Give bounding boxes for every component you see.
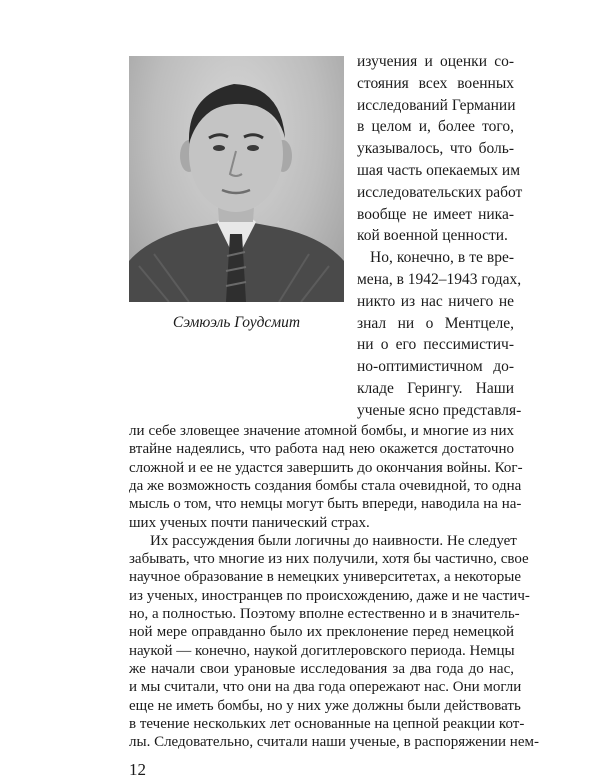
text-line: мена, в 1942–1943 годах, bbox=[357, 271, 522, 288]
text-line: указывалось, что боль- bbox=[357, 140, 514, 158]
text-line: кладе Герингу. Наши bbox=[357, 380, 514, 397]
text-line: кой военной ценности. bbox=[357, 227, 508, 245]
text-line: ни о его пессимистич- bbox=[357, 336, 514, 354]
text-line: стояния всех военных bbox=[357, 74, 514, 92]
text-line: еще не иметь бомбы, но у них уже должны были действовать bbox=[129, 697, 521, 714]
text-line: ной мере оправданно было их преклонение перед немецкой bbox=[129, 624, 514, 641]
text-line: наукой — конечно, наукой догитлеровского периода. Немцы bbox=[129, 642, 515, 659]
text-line: ученые ясно представля- bbox=[357, 401, 522, 419]
text-line: но, а полностью. Поэтому вполне естественно и в значитель- bbox=[129, 606, 520, 622]
text-line: знал ни о Ментцеле, bbox=[357, 314, 514, 332]
text-line: ли себе зловещее значение атомной бомбы, и многие из них bbox=[129, 423, 514, 439]
text-line: и мы считали, что они на два года опережают нас. Они могли bbox=[129, 679, 522, 696]
text-line: сложной и ее не удастся завершить до окончания войны. Ког- bbox=[129, 459, 523, 476]
text-line: мысль о том, что немцы могут быть впереди, наводила на на- bbox=[129, 496, 522, 513]
text-line: шая часть опекаемых им bbox=[357, 162, 521, 179]
text-line: ших ученых почти панический страх. bbox=[129, 514, 370, 531]
text-line: в течение нескольких лет основанные на цепной реакции кот- bbox=[129, 715, 525, 732]
portrait-photo bbox=[129, 56, 344, 302]
text-line: в целом и, более того, bbox=[357, 118, 514, 136]
paragraph-start-line: Их рассуждения были логичны до наивности. Не следует bbox=[150, 532, 517, 549]
text-line: исследовательских работ bbox=[357, 183, 523, 201]
text-line: лы. Следовательно, считали наши ученые, в распоряжении нем- bbox=[129, 734, 539, 751]
text-line: же начали свои урановые исследования за два года до нас, bbox=[129, 660, 514, 677]
text-line: но-оптимистичном до- bbox=[357, 358, 514, 376]
text-line: никто из нас ничего не bbox=[357, 292, 514, 310]
photo-caption: Сэмюэль Гоудсмит bbox=[172, 314, 301, 331]
text-line: забывать, что многие из них получили, хотя бы частично, свое bbox=[129, 551, 529, 568]
page-number: 12 bbox=[129, 760, 146, 780]
text-line: да же возможность создания бомбы стала очевидной, то одна bbox=[129, 477, 522, 494]
text-line: из ученых, иностранцев по происхождению, даже и не частич- bbox=[129, 587, 530, 604]
text-line: изучения и оценки со- bbox=[357, 53, 514, 70]
text-line: вообще не имеет ника- bbox=[357, 205, 514, 223]
text-line: научное образование в немецких университетах, а некоторые bbox=[129, 569, 521, 586]
text-line: исследований Германии bbox=[357, 96, 516, 114]
paragraph-start-line: Но, конечно, в те вре- bbox=[370, 249, 514, 267]
text-line: втайне надеялись, что работа над нею окажется достаточно bbox=[129, 441, 514, 458]
